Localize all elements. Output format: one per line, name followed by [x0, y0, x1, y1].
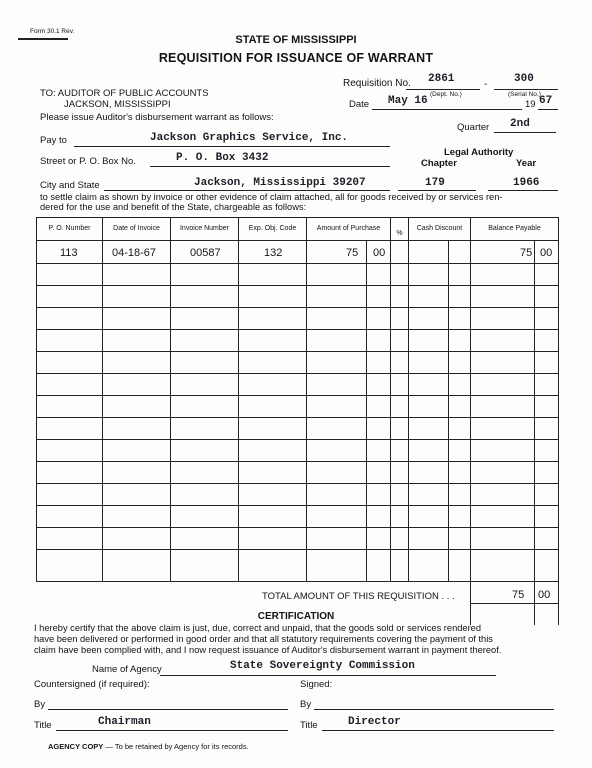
- year-line: [488, 190, 558, 191]
- street-value: P. O. Box 3432: [176, 152, 269, 164]
- agency-value: State Sovereignty Commission: [230, 660, 415, 672]
- settle-text-1: to settle claim as shown by invoice or other evidence of claim attached, all for goods received by or services ren-: [40, 192, 503, 202]
- city-line: [104, 190, 390, 191]
- chapter-label: Chapter: [421, 158, 457, 169]
- title-label-left: Title: [34, 720, 52, 731]
- row-line: [36, 461, 558, 462]
- quarter-value: 2nd: [510, 118, 530, 130]
- quarter-label: Quarter: [457, 122, 490, 133]
- title-value-left: Chairman: [98, 716, 151, 728]
- chapter-line: [398, 190, 476, 191]
- legal-authority-label: Legal Authority: [444, 147, 514, 158]
- header-percent: %: [396, 230, 403, 237]
- date-year-prefix: 19: [525, 99, 536, 110]
- row-line: [36, 373, 558, 374]
- row-invoice-number: 00587: [190, 247, 221, 259]
- total-cents: 00: [538, 589, 551, 601]
- instruction-text: Please issue Auditor's disbursement warrant as follows:: [40, 112, 274, 123]
- agency-line: [160, 675, 496, 676]
- row-line: [36, 307, 558, 308]
- date-label: Date: [349, 99, 370, 110]
- row-line: [36, 395, 558, 396]
- header-invoice-number: Invoice Number: [179, 225, 230, 232]
- header-exp-obj-code: Exp. Obj. Code: [248, 225, 297, 232]
- col-divider-cash-cents: [448, 240, 449, 581]
- by-label-left: By: [34, 699, 46, 710]
- to-line-1: TO: AUDITOR OF PUBLIC ACCOUNTS: [40, 88, 209, 99]
- row-balance-dollars: 75: [520, 247, 533, 259]
- countersigned-label: Countersigned (if required):: [34, 679, 150, 690]
- certification-heading: CERTIFICATION: [257, 611, 335, 622]
- header-cash-discount: Cash Discount: [416, 225, 463, 232]
- by-label-right: By: [300, 699, 312, 710]
- row-exp-code: 132: [264, 247, 283, 259]
- city-value: Jackson, Mississippi 39207: [194, 177, 366, 189]
- row-line: [36, 285, 558, 286]
- row-line: [36, 527, 558, 528]
- pay-to-line: [74, 146, 390, 147]
- total-underline: [470, 603, 558, 604]
- chapter-value: 179: [425, 177, 445, 189]
- pay-to-value: Jackson Graphics Service, Inc.: [150, 132, 349, 144]
- table-header-border: [36, 240, 558, 241]
- row-line: [36, 351, 558, 352]
- signed-label: Signed:: [300, 679, 333, 690]
- serial-no-value: 300: [514, 73, 534, 85]
- street-line: [150, 166, 390, 167]
- title-label-right: Title: [300, 720, 318, 731]
- date-line: [372, 109, 522, 110]
- certification-line-1: I hereby certify that the above claim is just, due, correct and unpaid, that the goods sold or services rendered: [34, 623, 482, 633]
- header-amount-of-purchase: Amount of Purchase: [316, 225, 381, 232]
- total-label: TOTAL AMOUNT OF THIS REQUISITION . . .: [262, 591, 455, 602]
- settle-text-2: dered for the use and benefit of the State, chargeable as follows:: [40, 202, 307, 212]
- row-line: [36, 549, 558, 550]
- dept-no-value: 2861: [428, 73, 455, 85]
- city-label: City and State: [40, 180, 100, 191]
- agency-label: Name of Agency: [92, 664, 162, 675]
- row-amount-cents: 00: [373, 247, 386, 259]
- to-line-2: JACKSON, MISSISSIPPI: [64, 99, 171, 110]
- serial-no-line: [494, 89, 558, 90]
- table-right-border: [558, 217, 559, 625]
- date-value: May 16: [388, 95, 428, 107]
- title-value-right: Director: [348, 716, 401, 728]
- certification-line-3: claim have been complied with, and I now request issuance of Auditor's disbursement warrant in payment thereof.: [34, 645, 502, 655]
- street-label: Street or P. O. Box No.: [40, 156, 136, 167]
- row-amount-dollars: 75: [346, 247, 359, 259]
- row-po-number: 113: [60, 247, 78, 259]
- requisition-label: Requisition No.: [343, 78, 411, 89]
- title-line-left: [56, 730, 288, 731]
- col-divider-amount-cents: [366, 240, 367, 581]
- col-divider-cash: [470, 217, 471, 625]
- by-line-left: [48, 709, 288, 710]
- state-heading: STATE OF MISSISSIPPI: [235, 34, 357, 46]
- certification-line-2: have been delivered or performed in good order and that all statutory requirements covering the payment of this: [34, 634, 493, 644]
- date-year-line: [538, 109, 558, 110]
- footer-agency-copy: AGENCY COPY: [48, 742, 104, 751]
- quarter-line: [494, 132, 556, 133]
- form-number: Form 30.1 Rev.: [30, 28, 75, 35]
- dept-caption: (Dept. No.): [430, 91, 462, 98]
- footer-note: [48, 742, 249, 751]
- row-line: [36, 439, 558, 440]
- row-line: [36, 263, 558, 264]
- table-bottom-border: [36, 581, 558, 582]
- row-line: [36, 329, 558, 330]
- col-divider-balance-cents: [534, 240, 535, 625]
- date-year-value: 67: [539, 95, 553, 107]
- row-date-of-invoice: 04-18-67: [112, 247, 157, 259]
- row-line: [36, 505, 558, 506]
- row-line: [36, 483, 558, 484]
- serial-caption: (Serial No.): [508, 91, 541, 98]
- header-balance-payable: Balance Payable: [488, 225, 541, 232]
- dept-no-line: [406, 89, 480, 90]
- row-line: [36, 417, 558, 418]
- year-label: Year: [516, 158, 537, 169]
- header-po-number: P. O. Number: [48, 225, 91, 232]
- header-date-of-invoice: Date of Invoice: [113, 225, 160, 232]
- row-balance-cents: 00: [540, 247, 553, 259]
- title-line-right: [322, 730, 554, 731]
- by-line-right: [314, 709, 554, 710]
- requisition-dash: -: [484, 79, 488, 90]
- form-title: REQUISITION FOR ISSUANCE OF WARRANT: [158, 51, 434, 65]
- total-dollars: 75: [512, 589, 525, 601]
- year-value: 1966: [513, 177, 540, 189]
- pay-to-label: Pay to: [40, 135, 67, 146]
- footer-retention-text: — To be retained by Agency for its records.: [105, 742, 249, 751]
